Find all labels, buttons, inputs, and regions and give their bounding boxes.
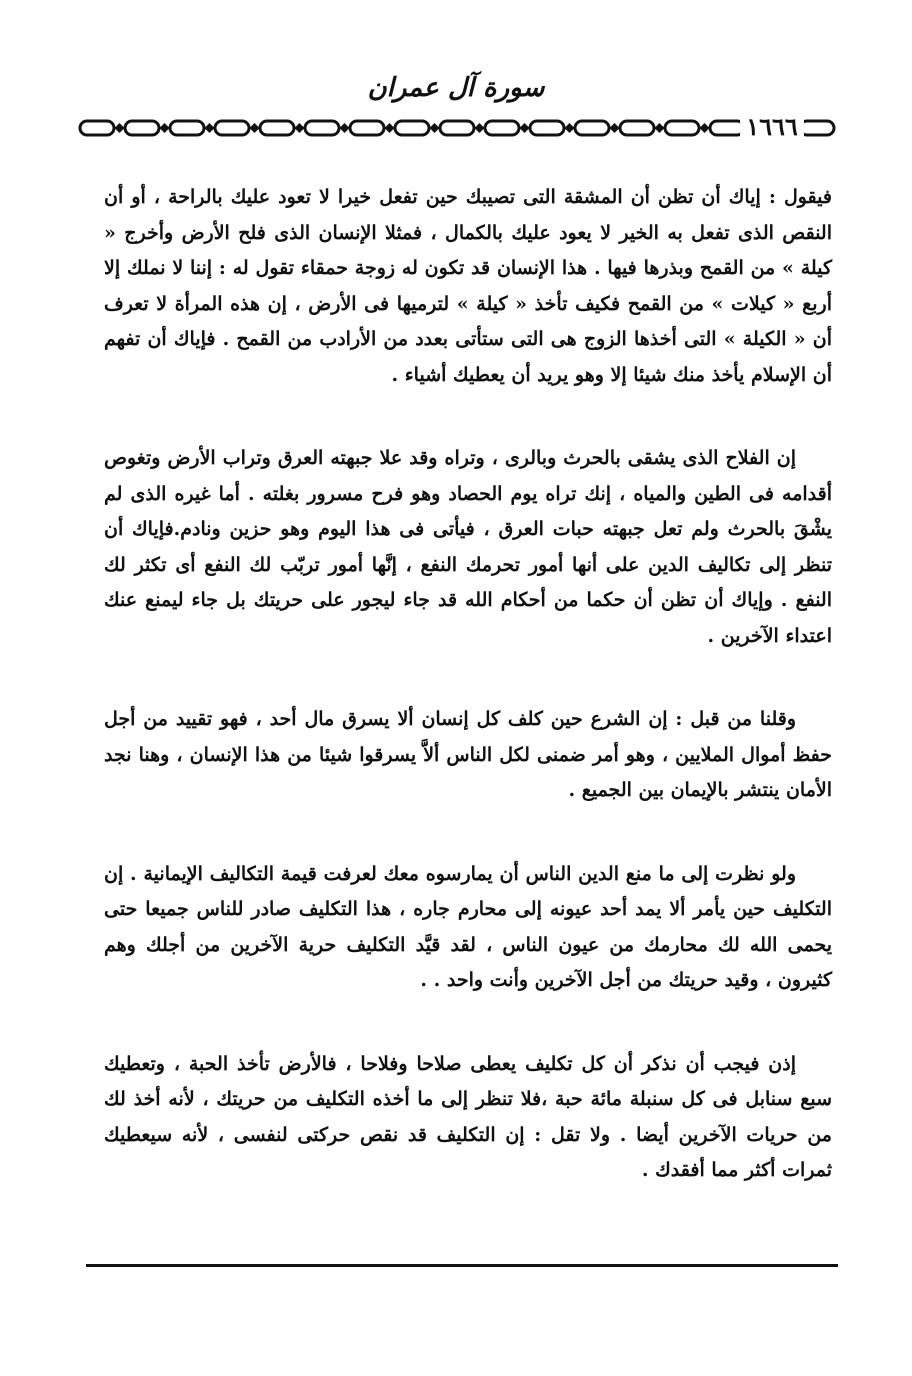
chain-link: [305, 121, 339, 135]
chain-link: [125, 121, 159, 135]
chain-diamond: [340, 123, 350, 133]
chain-link: [395, 121, 429, 135]
paragraph-2: إن الفلاح الذى يشقى بالحرث وبالرى ، وتراه وقد علا جبهته العرق وتراب الأرض وتغوص أقدامه فى الطين والمياه ، إنك تراه يوم الحصاد وهو فرح مسرور بغلته . أما غيره الذى لم يشْقَ بالحرث ولم تعل جبهته حبات العرق ، فيأتى فى هذا اليوم وهو حزين ونادم.فإياك أن تنظر إلى تكاليف الدين على أنها أمور تحرمك النفع ، إنَّها أمور تربّب لك النفع أى تكثر لك النفع . وإياك أن تظن أن حكما من أحكام الله قد جاء ليجور على حريتك بل جاء ليمنع عنك اعتداء الآخرين .: [104, 447, 832, 647]
chain-diamond: [295, 123, 305, 133]
chain-diamond: [610, 123, 620, 133]
chain-diamond: [475, 123, 485, 133]
chain-link: [215, 121, 249, 135]
chain-diamond: [700, 123, 710, 133]
paragraph-1: فيقول : إياك أن تظن أن المشقة التى تصيبك حين تفعل خيرا لا تعود عليك بالراحة ، أو أن النقص الذى تفعل به الخير لا يعود عليك بالكمال ، فمثلا الإنسان الذى فلح الأرض وأخرج « كيلة » من القمح وبذرها فيها . هذا الإنسان قد تكون له زوجة حمقاء تقول له : إننا لا نملك إلا أربع « كيلات » من القمح فكيف تأخذ « كيلة » لترميها فى الأرض ، إن هذه المرأة لا تعرف أن « الكيلة » التى أخذها الزوج هى التى ستأتى بعدد من الأرادب من القمح . فإياك أن تفهم أن الإسلام يأخذ منك شيئا إلا وهو يريد أن يعطيك أشياء .: [104, 186, 832, 386]
chain-diamond: [430, 123, 440, 133]
chain-link: [530, 121, 564, 135]
ornamental-border: [76, 112, 840, 144]
chain-link: [170, 121, 204, 135]
chain-diamond: [115, 123, 125, 133]
chain-diamond: [655, 123, 665, 133]
page-number: ١٦٦٦: [740, 113, 804, 141]
chain-diamond: [385, 123, 395, 133]
page-body: [104, 180, 832, 1189]
chain-diamond: [160, 123, 170, 133]
chain-link: [80, 121, 114, 135]
chain-link: [575, 121, 609, 135]
paragraph-4: ولو نظرت إلى ما منع الدين الناس أن يمارسوه معك لعرفت قيمة التكاليف الإيمانية . إن التكليف حين يأمر ألا يمد أحد عيونه إلى محارم جاره ، هذا التكليف صادر للناس جميعا حتى يحمى الله لك محارمك من عيون الناس ، لقد قيَّد التكليف حرية الآخرين من أجلك وهم كثيرون ، وقيد حريتك من أجل الآخرين وأنت واحد . .: [104, 862, 832, 991]
footer-rule: [86, 1264, 838, 1267]
chain-diamond: [520, 123, 530, 133]
chain-diamond: [565, 123, 575, 133]
chain-link: [665, 121, 699, 135]
chain-link: [620, 121, 654, 135]
chain-link: [440, 121, 474, 135]
chain-link: [350, 121, 384, 135]
chain-diamond: [205, 123, 215, 133]
chain-link: [710, 121, 744, 135]
chain-link: [800, 121, 834, 135]
chain-link: [485, 121, 519, 135]
chain-diamond: [250, 123, 260, 133]
chain-link: [260, 121, 294, 135]
paragraph-3: وقلنا من قبل : إن الشرع حين كلف كل إنسان ألا يسرق مال أحد ، فهو تقييد من أجل حفظ أموال الملايين ، وهو أمر ضمنى لكل الناس ألاَّ يسرقوا شيئا من هذا الإنسان ، وهنا نجد الأمان ينتشر بالإيمان بين الجميع .: [104, 708, 832, 801]
surah-title: سورة آل عمران: [367, 73, 545, 103]
paragraph-5: إذن فيجب أن نذكر أن كل تكليف يعطى صلاحا وفلاحا ، فالأرض تأخذ الحبة ، وتعطيك سبع سنابل فى كل سنبلة مائة حبة ،فلا تنظر إلى ما أخذه التكليف من حريتك ، لأنه أخذ لك من حريات الآخرين أيضا . ولا تقل : إن التكليف قد نقص حركتى لنفسى ، لأنه سيعطيك ثمرات أكثر مما أفقدك .: [104, 1052, 832, 1181]
